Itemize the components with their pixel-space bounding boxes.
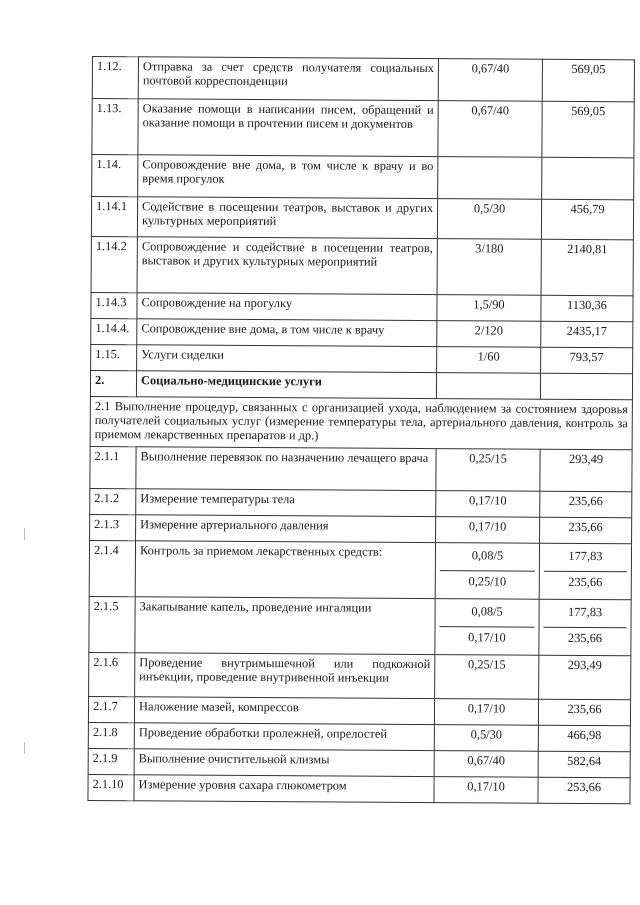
item-number: 2.1.9 <box>88 748 134 774</box>
table-row <box>91 318 633 347</box>
service-price: 569,05 <box>542 101 634 158</box>
time-norm: 0,17/10 <box>434 777 538 804</box>
time-norm: 0,25/10 <box>440 570 535 597</box>
item-number: 2.1.1 <box>90 446 136 488</box>
table-row <box>91 236 633 295</box>
time-norm: 0,67/40 <box>434 751 538 778</box>
service-name: Измерение температуры тела <box>136 489 436 517</box>
service-name: Сопровождение и содействие в посещении театров, выставок и других культурных мероприятий <box>137 237 437 295</box>
table-row <box>89 652 631 699</box>
services-table <box>87 56 635 804</box>
service-price <box>542 157 634 200</box>
time-norm: 0,17/10 <box>436 517 540 544</box>
time-norm <box>438 157 542 200</box>
service-name: Проведение внутримышечной или подкожной инъекции, проведение внутривенной инъекции <box>135 653 435 699</box>
service-price: 569,05 <box>542 59 634 102</box>
service-name: Контроль за приемом лекарственных средств: <box>135 541 435 599</box>
item-number: 1.14.4. <box>91 318 137 344</box>
section-number: 2. <box>90 370 136 396</box>
services-table-body <box>88 57 635 804</box>
item-number: 1.14. <box>92 155 138 197</box>
service-price-group <box>539 543 631 600</box>
time-norm: 0,25/15 <box>436 449 540 492</box>
service-name: Выполнение очистительной клизмы <box>134 749 434 777</box>
service-name: Сопровождение на прогулку <box>137 293 437 321</box>
table-row <box>88 722 630 751</box>
service-name: Услуги сиделки <box>137 345 437 373</box>
scan-mark <box>24 742 25 754</box>
table-row <box>90 446 632 491</box>
service-name: Измерение артериального давления <box>136 515 436 543</box>
item-number: 1.14.3 <box>91 292 137 318</box>
service-name: Наложение мазей, компрессов <box>134 697 434 725</box>
service-price-group <box>539 599 631 656</box>
service-price: 793,57 <box>541 347 633 374</box>
item-number: 2.1.4 <box>89 540 135 596</box>
service-price: 2435,17 <box>541 321 633 348</box>
table-row <box>92 99 634 158</box>
table-row <box>91 292 633 321</box>
table-row <box>88 696 630 725</box>
service-name: Сопровождение вне дома, в том числе к врачу и во время прогулок <box>138 155 438 199</box>
service-price: 235,66 <box>538 699 630 726</box>
item-number: 2.1.8 <box>88 722 134 748</box>
service-name: Оказание помощи в написании писем, обращений и оказание помощи в прочтении писем и документов <box>138 99 438 157</box>
time-norm: 1,5/90 <box>437 295 541 322</box>
service-price: 177,83 <box>568 548 603 564</box>
service-price: 235,66 <box>540 517 632 544</box>
time-norm: 0,25/15 <box>435 655 539 700</box>
table-row <box>89 596 631 655</box>
service-name: Сопровождение вне дома, в том числе к врачу <box>137 319 437 347</box>
time-norm: 0,08/5 <box>471 604 503 619</box>
table-row <box>91 344 633 373</box>
time-norm: 0,67/40 <box>438 101 542 158</box>
item-number: 2.1.5 <box>89 596 135 652</box>
service-price: 235,66 <box>540 491 632 518</box>
table-row <box>90 396 632 449</box>
time-norm: 3/180 <box>437 239 541 296</box>
service-price: 293,49 <box>540 449 632 492</box>
table-row <box>89 540 631 599</box>
service-name: Выполнение перевязок по назначению лечащего врача <box>136 447 436 491</box>
time-norm: 0,5/30 <box>434 725 538 752</box>
service-price: 253,66 <box>538 777 630 804</box>
service-name: Содействие в посещении театров, выставок и других культурных мероприятий <box>137 197 437 239</box>
table-row <box>90 488 632 517</box>
item-number: 2.1.6 <box>89 652 135 696</box>
item-number: 2.1.2 <box>90 488 136 514</box>
service-price: 466,98 <box>538 725 630 752</box>
table-row <box>90 370 632 399</box>
service-price: 177,83 <box>568 604 603 620</box>
item-number: 2.1.3 <box>90 514 136 540</box>
time-norm: 0,17/10 <box>439 626 534 653</box>
table-row <box>88 774 630 803</box>
time-norm: 0,08/5 <box>471 548 504 563</box>
time-norm: 0,5/30 <box>437 199 541 240</box>
time-norm: 0,17/10 <box>434 699 538 726</box>
time-norm: 1/60 <box>437 347 541 374</box>
item-number: 1.12. <box>92 57 138 99</box>
service-name: Измерение уровня сахара глюкометром <box>134 775 434 803</box>
table-row <box>88 748 630 777</box>
table-row <box>92 57 634 102</box>
item-number: 1.14.2 <box>91 236 137 292</box>
scan-mark <box>24 528 25 540</box>
table-row <box>92 155 634 200</box>
time-norm-group <box>435 543 539 600</box>
section-description: 2.1 Выполнение процедур, связанных с организацией ухода, наблюдением за состоянием здоровья получателей социальных услуг (измерение температуры тела, артериального давления, контроль за приемом лекарственных препаратов и др.) <box>90 396 632 449</box>
service-price: 235,66 <box>543 627 626 654</box>
service-price: 293,49 <box>539 655 631 700</box>
time-norm: 0,17/10 <box>436 491 540 518</box>
empty-cell <box>540 373 632 400</box>
time-norm-group <box>435 599 539 656</box>
service-price: 235,66 <box>544 571 627 598</box>
table-row <box>90 514 632 543</box>
table-row <box>91 197 633 240</box>
empty-cell <box>436 373 540 400</box>
time-norm: 0,67/40 <box>438 59 542 102</box>
service-name: Отправка за счет средств получателя социальных почтовой корреспонденции <box>138 57 438 101</box>
service-name: Закапывание капель, проведение ингаляции <box>135 597 435 655</box>
time-norm: 2/120 <box>437 321 541 348</box>
item-number: 1.15. <box>91 344 137 370</box>
item-number: 1.13. <box>92 99 138 155</box>
section-title: Социально-медицинские услуги <box>136 371 436 399</box>
service-name: Проведение обработки пролежней, опрелостей <box>134 723 434 751</box>
item-number: 2.1.7 <box>88 696 134 722</box>
service-price: 1130,36 <box>541 295 633 322</box>
service-price: 2140,81 <box>541 239 633 296</box>
service-price: 456,79 <box>541 199 633 240</box>
item-number: 2.1.10 <box>88 774 134 800</box>
item-number: 1.14.1 <box>91 197 137 237</box>
service-price: 582,64 <box>538 751 630 778</box>
